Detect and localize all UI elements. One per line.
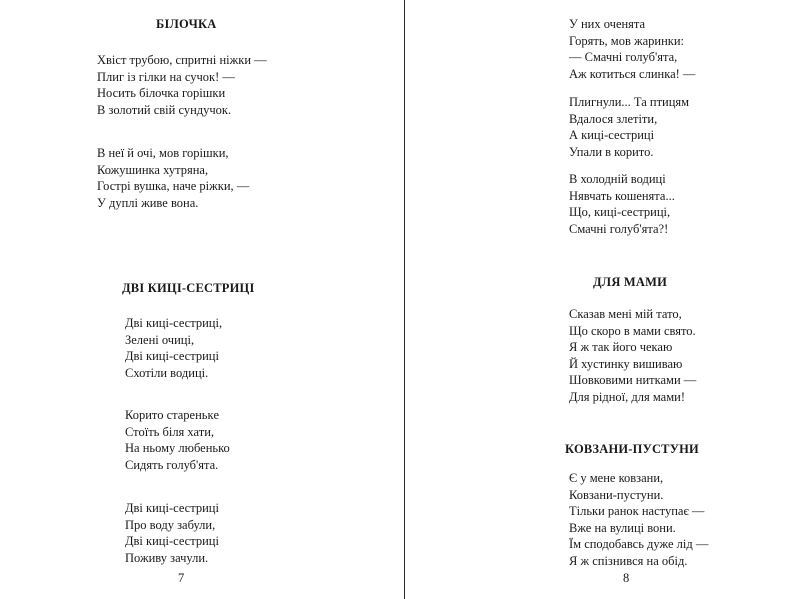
stanza-dvi-kytsi-3: [125, 500, 219, 566]
poem-line: На ньому любенько: [125, 441, 230, 455]
poem-line: Аж котиться слинка! —: [569, 66, 696, 81]
poem-line: Я ж так його чекаю: [569, 340, 673, 354]
poem-line: У них оченята: [569, 17, 646, 31]
poem-line: Схотіли водиці.: [125, 365, 209, 380]
poem-line: Дві киці-сестриці,: [125, 316, 223, 330]
poem-line: Сидять голуб'ята.: [125, 457, 219, 472]
poem-line: Що скоро в мами свято.: [569, 323, 696, 338]
page-number-right: 8: [623, 571, 630, 585]
poem-line: Шовковими нитками —: [569, 373, 697, 387]
poem-line: Що, киці-сестриці,: [569, 205, 671, 219]
poem-line: Для рідної, для мами!: [569, 389, 685, 404]
poem-line: — Смачні голуб'ята,: [569, 50, 678, 64]
poem-line: Й хустинку вишиваю: [569, 356, 683, 371]
poem-line: Носить білочка горішки: [97, 86, 226, 100]
poem-line: Нявчать кошенята...: [569, 188, 675, 203]
page-number-left: 7: [178, 571, 185, 585]
poem-title-dlia-mamy: ДЛЯ МАМИ: [593, 275, 668, 289]
poem-line: Стоїть біля хати,: [125, 424, 215, 439]
poem-line: У дуплі живе вона.: [97, 195, 199, 210]
poem-line: Тільки ранок наступає —: [569, 504, 705, 518]
poem-line: Їм сподобавсь дуже лід —: [569, 537, 709, 551]
stanza-dlia-mamy: [569, 306, 696, 405]
poem-line: В холодній водиці: [569, 172, 666, 186]
stanza-dvi-kytsi-2: [125, 407, 230, 473]
poem-line: Сказав мені мій тато,: [569, 307, 682, 321]
poem-line: Хвіст трубою, спритні ніжки —: [97, 53, 267, 67]
stanza-kovzany: [569, 470, 708, 569]
poem-line: Дві киці-сестриці: [125, 349, 219, 363]
poem-line: Горять, мов жаринки:: [569, 33, 685, 48]
poem-line: Гострі вушка, наче ріжки, —: [97, 179, 250, 193]
poem-line: Плигнули... Та птицям: [569, 95, 690, 109]
poem-line: В неї й очі, мов горішки,: [97, 146, 229, 160]
poem-line: Вже на вулиці вони.: [569, 520, 676, 535]
stanza-continuation-1: [569, 16, 695, 82]
poem-line: Ковзани-пустуни.: [569, 487, 664, 502]
poem-line: Є у мене ковзани,: [569, 471, 664, 485]
poem-line: Упали в корито.: [569, 144, 654, 159]
page-divider: [404, 0, 405, 599]
poem-title-dvi-kytsi: ДВІ КИЦІ-СЕСТРИЦІ: [122, 281, 255, 295]
poem-title-bilochka: БІЛОЧКА: [156, 17, 217, 31]
poem-line: Поживу зачули.: [125, 550, 209, 565]
poem-title-kovzany: КОВЗАНИ-ПУСТУНИ: [565, 442, 699, 456]
poem-line: Я ж спізнився на обід.: [569, 553, 688, 568]
poem-line: В золотий свій сундучок.: [97, 102, 232, 117]
poem-line: А киці-сестриці: [569, 128, 655, 142]
poem-line: Дві киці-сестриці: [125, 534, 219, 548]
stanza-continuation-2: [569, 94, 689, 160]
stanza-continuation-3: [569, 171, 675, 237]
stanza-bilochka-1: [97, 52, 267, 118]
poem-line: Корито старенькe: [125, 408, 220, 422]
right-page: [406, 0, 798, 599]
poem-line: Про воду забули,: [125, 517, 216, 532]
poem-line: Смачні голуб'ята?!: [569, 221, 669, 236]
poem-line: Вдалося злетіти,: [569, 111, 658, 126]
stanza-bilochka-2: [97, 145, 249, 211]
poem-line: Зелені очиці,: [125, 332, 195, 347]
poem-line: Дві киці-сестриці: [125, 501, 219, 515]
poem-line: Плиг із гілки на сучок! —: [97, 69, 235, 84]
stanza-dvi-kytsi-1: [125, 315, 222, 381]
poem-line: Кожушинка хутряна,: [97, 162, 209, 177]
